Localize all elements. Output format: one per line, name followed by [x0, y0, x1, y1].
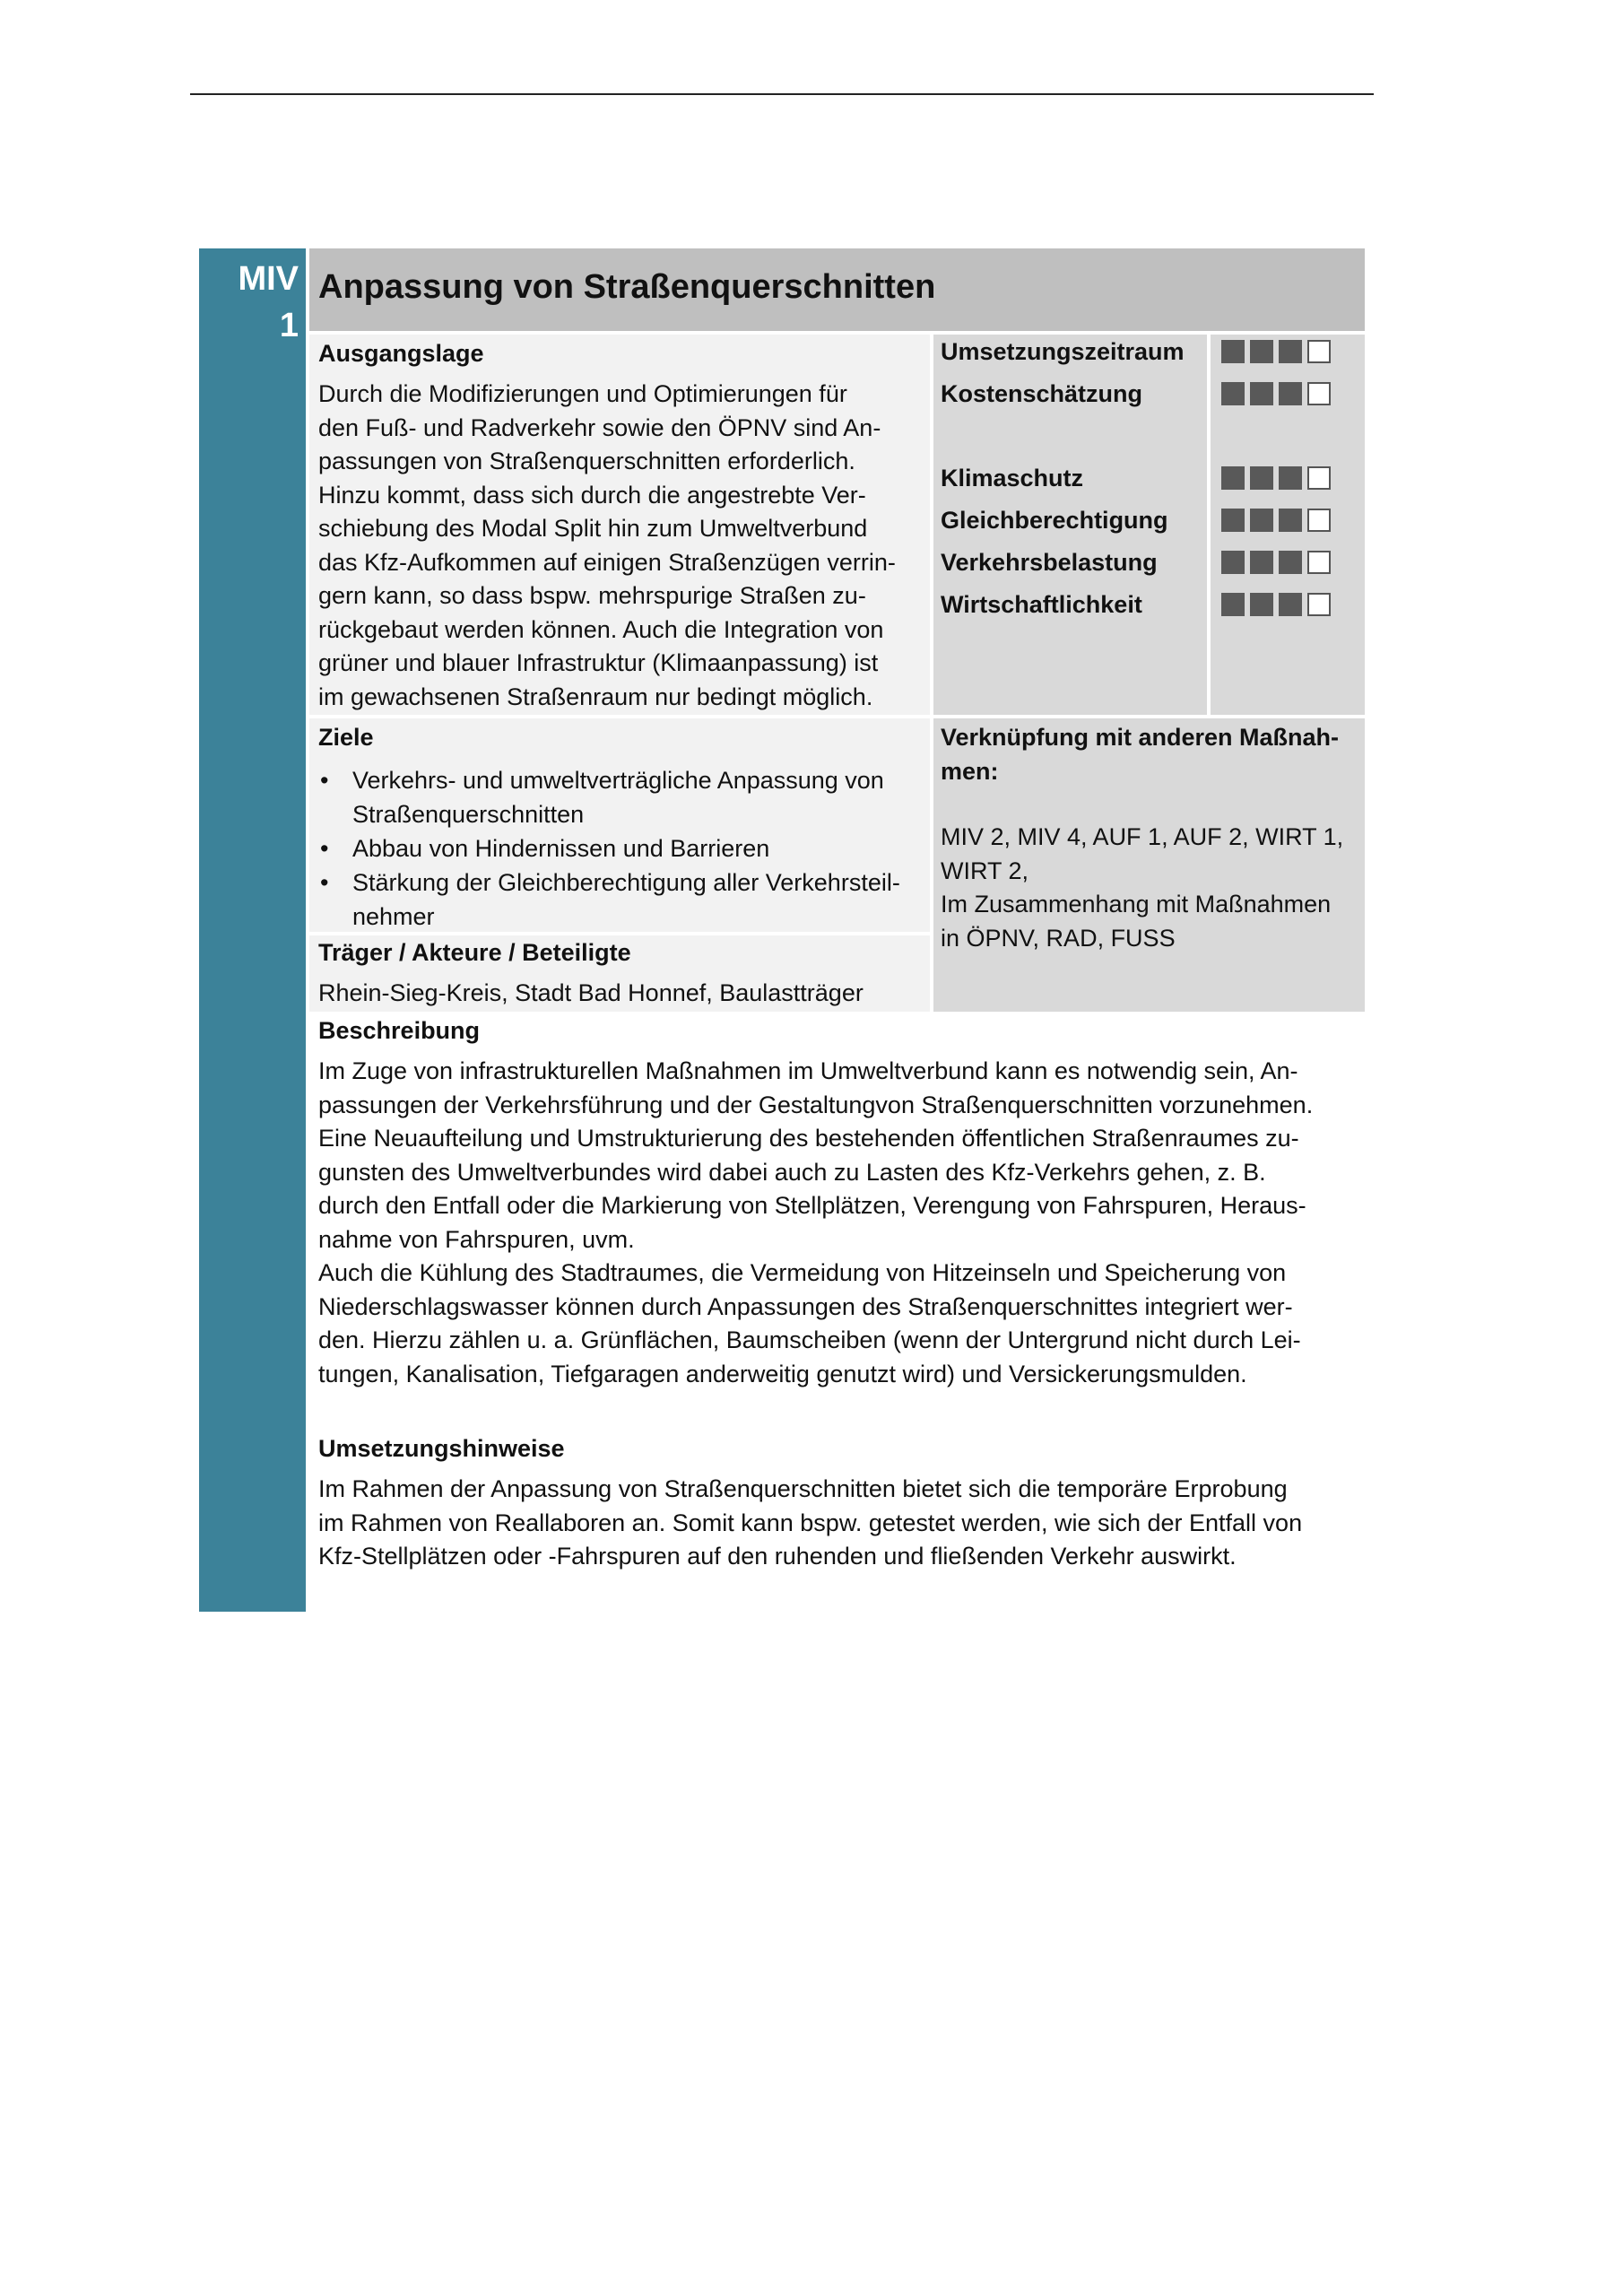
traeger-section — [309, 935, 930, 1012]
beschreibung-heading: Beschreibung — [318, 1017, 481, 1044]
rating-empty-square-icon — [1307, 593, 1331, 616]
criterion-label: Kostenschätzung — [941, 380, 1143, 407]
rating-filled-square-icon — [1279, 593, 1302, 616]
bullet-icon: • — [320, 767, 329, 794]
rating-filled-square-icon — [1221, 593, 1245, 616]
ziele-section — [309, 718, 930, 932]
ausgangslage-line: schiebung des Modal Split hin zum Umweltverbund — [318, 515, 868, 542]
rating-filled-square-icon — [1279, 466, 1302, 490]
verknuepfung-heading — [941, 720, 1358, 788]
beschreibung-line: tungen, Kanalisation, Tiefgaragen anderweitig genutzt wird) und Versickerungsmulden. — [318, 1360, 1247, 1387]
measure-code-prefix: MIV — [238, 260, 299, 298]
ausgangslage-line: das Kfz-Aufkommen auf einigen Straßenzügen verrin- — [318, 548, 896, 576]
criteria-labels — [933, 335, 1207, 715]
verknuepfung-line: MIV 2, MIV 4, AUF 1, AUF 2, WIRT 1, — [941, 823, 1344, 850]
verknuepfung-section — [933, 718, 1365, 1012]
beschreibung-line: durch den Entfall oder die Markierung von Stellplätzen, Verengung von Fahrspuren, Heraus- — [318, 1192, 1306, 1219]
rating-empty-square-icon — [1307, 382, 1331, 405]
rating-filled-square-icon — [1279, 509, 1302, 532]
ziele-item-text: Stärkung der Gleichberechtigung aller Verkehrsteil- — [352, 869, 900, 896]
rating-filled-square-icon — [1250, 340, 1273, 363]
rating-empty-square-icon — [1307, 509, 1331, 532]
ziele-item — [318, 831, 921, 865]
umsetzungshinweise-line: Kfz-Stellplätzen oder -Fahrspuren auf den ruhenden und fließenden Verkehr auswirkt. — [318, 1543, 1237, 1570]
rating-filled-square-icon — [1221, 509, 1245, 532]
bullet-icon: • — [320, 835, 329, 862]
ausgangslage-line: Hinzu kommt, dass sich durch die angestrebte Ver- — [318, 481, 866, 509]
ausgangslage-section — [309, 335, 930, 715]
rating-filled-square-icon — [1250, 593, 1273, 616]
beschreibung-section — [309, 1013, 1367, 1391]
beschreibung-line: Eine Neuaufteilung und Umstrukturierung des bestehenden öffentlichen Straßenraumes zu- — [318, 1125, 1299, 1152]
ausgangslage-text — [318, 378, 921, 714]
rating-filled-square-icon — [1221, 551, 1245, 574]
beschreibung-line: nahme von Fahrspuren, uvm. — [318, 1225, 635, 1253]
criteria-ratings — [1211, 335, 1365, 715]
ausgangslage-line: passungen von Straßenquerschnitten erforderlich. — [318, 448, 855, 474]
ausgangslage-line: gern kann, so dass bspw. mehrspurige Straßen zu- — [318, 582, 866, 609]
ziele-item-text: Abbau von Hindernissen und Barrieren — [352, 835, 770, 862]
ausgangslage-line: grüner und blauer Infrastruktur (Klimaanpassung) ist — [318, 649, 879, 676]
ausgangslage-line: im gewachsenen Straßenraum nur bedingt möglich. — [318, 683, 873, 710]
umsetzungshinweise-line: im Rahmen von Reallaboren an. Somit kann bspw. getestet werden, wie sich der Entfall von — [318, 1509, 1303, 1536]
beschreibung-line: Auch die Kühlung des Stadtraumes, die Vermeidung von Hitzeinseln und Speicherung von — [318, 1259, 1287, 1286]
ziele-item — [318, 865, 921, 934]
verknuepfung-heading-line: Verknüpfung mit anderen Maßnah- — [941, 724, 1340, 751]
rating-filled-square-icon — [1279, 340, 1302, 363]
umsetzungshinweise-section — [309, 1431, 1367, 1574]
measure-code-sidebar — [199, 248, 306, 1612]
rating-filled-square-icon — [1250, 509, 1273, 532]
rating-filled-square-icon — [1250, 382, 1273, 405]
umsetzungshinweise-text — [318, 1473, 1358, 1574]
ziele-heading: Ziele — [318, 724, 374, 751]
beschreibung-line: den. Hierzu zählen u. a. Grünflächen, Baumscheiben (wenn der Untergrund nicht durch Lei- — [318, 1326, 1301, 1353]
rating-filled-square-icon — [1279, 551, 1302, 574]
criterion-label: Verkehrsbelastung — [941, 549, 1158, 576]
header-rule — [190, 93, 1374, 95]
beschreibung-line: Niederschlagswasser können durch Anpassungen des Straßenquerschnittes integriert wer- — [318, 1292, 1293, 1320]
rating-empty-square-icon — [1307, 466, 1331, 490]
ziele-item-text: Straßenquerschnitten — [352, 801, 585, 828]
measure-title: Anpassung von Straßenquerschnitten — [318, 268, 936, 306]
criterion-label: Gleichberechtigung — [941, 507, 1168, 534]
ziele-item-text: nehmer — [352, 903, 435, 930]
title-bar — [309, 248, 1365, 331]
ausgangslage-line: rückgebaut werden können. Auch die Integration von — [318, 615, 884, 643]
criterion-label: Klimaschutz — [941, 465, 1084, 491]
rating-filled-square-icon — [1250, 551, 1273, 574]
verknuepfung-heading-line: men: — [941, 758, 999, 785]
measure-code-number: 1 — [279, 307, 299, 344]
beschreibung-line: gunsten des Umweltverbundes wird dabei auch zu Lasten des Kfz-Verkehrs gehen, z. B. — [318, 1158, 1266, 1186]
verknuepfung-line: in ÖPNV, RAD, FUSS — [941, 924, 1176, 952]
beschreibung-line: Im Zuge von infrastrukturellen Maßnahmen im Umweltverbund kann es notwendig sein, An- — [318, 1057, 1298, 1084]
ziele-list — [318, 763, 921, 934]
ausgangslage-line: den Fuß- und Radverkehr sowie den ÖPNV sind An- — [318, 413, 881, 441]
rating-empty-square-icon — [1307, 551, 1331, 574]
ausgangslage-heading: Ausgangslage — [318, 340, 484, 367]
verknuepfung-line: Im Zusammenhang mit Maßnahmen — [941, 891, 1332, 918]
rating-filled-square-icon — [1250, 466, 1273, 490]
verknuepfung-text — [941, 821, 1358, 955]
umsetzungshinweise-heading: Umsetzungshinweise — [318, 1435, 565, 1462]
verknuepfung-line: WIRT 2, — [941, 857, 1029, 884]
beschreibung-line: passungen der Verkehrsführung und der Gestaltungvon Straßenquerschnitten vorzunehmen. — [318, 1091, 1314, 1118]
umsetzungshinweise-line: Im Rahmen der Anpassung von Straßenquerschnitten bietet sich die temporäre Erprobung — [318, 1475, 1288, 1502]
traeger-text: Rhein-Sieg-Kreis, Stadt Bad Honnef, Baulastträger — [318, 979, 864, 1006]
measure-code — [238, 256, 299, 349]
rating-filled-square-icon — [1221, 466, 1245, 490]
criterion-label: Umsetzungszeitraum — [941, 338, 1185, 365]
rating-filled-square-icon — [1279, 382, 1302, 405]
traeger-heading: Träger / Akteure / Beteiligte — [318, 939, 631, 966]
rating-filled-square-icon — [1221, 340, 1245, 363]
ausgangslage-line: Durch die Modifizierungen und Optimierungen für — [318, 380, 847, 407]
criterion-label: Wirtschaftlichkeit — [941, 591, 1142, 618]
ziele-item — [318, 763, 921, 831]
beschreibung-text — [318, 1055, 1358, 1391]
bullet-icon: • — [320, 869, 329, 896]
ziele-item-text: Verkehrs- und umweltverträgliche Anpassung von — [352, 767, 884, 794]
rating-empty-square-icon — [1307, 340, 1331, 363]
rating-filled-square-icon — [1221, 382, 1245, 405]
